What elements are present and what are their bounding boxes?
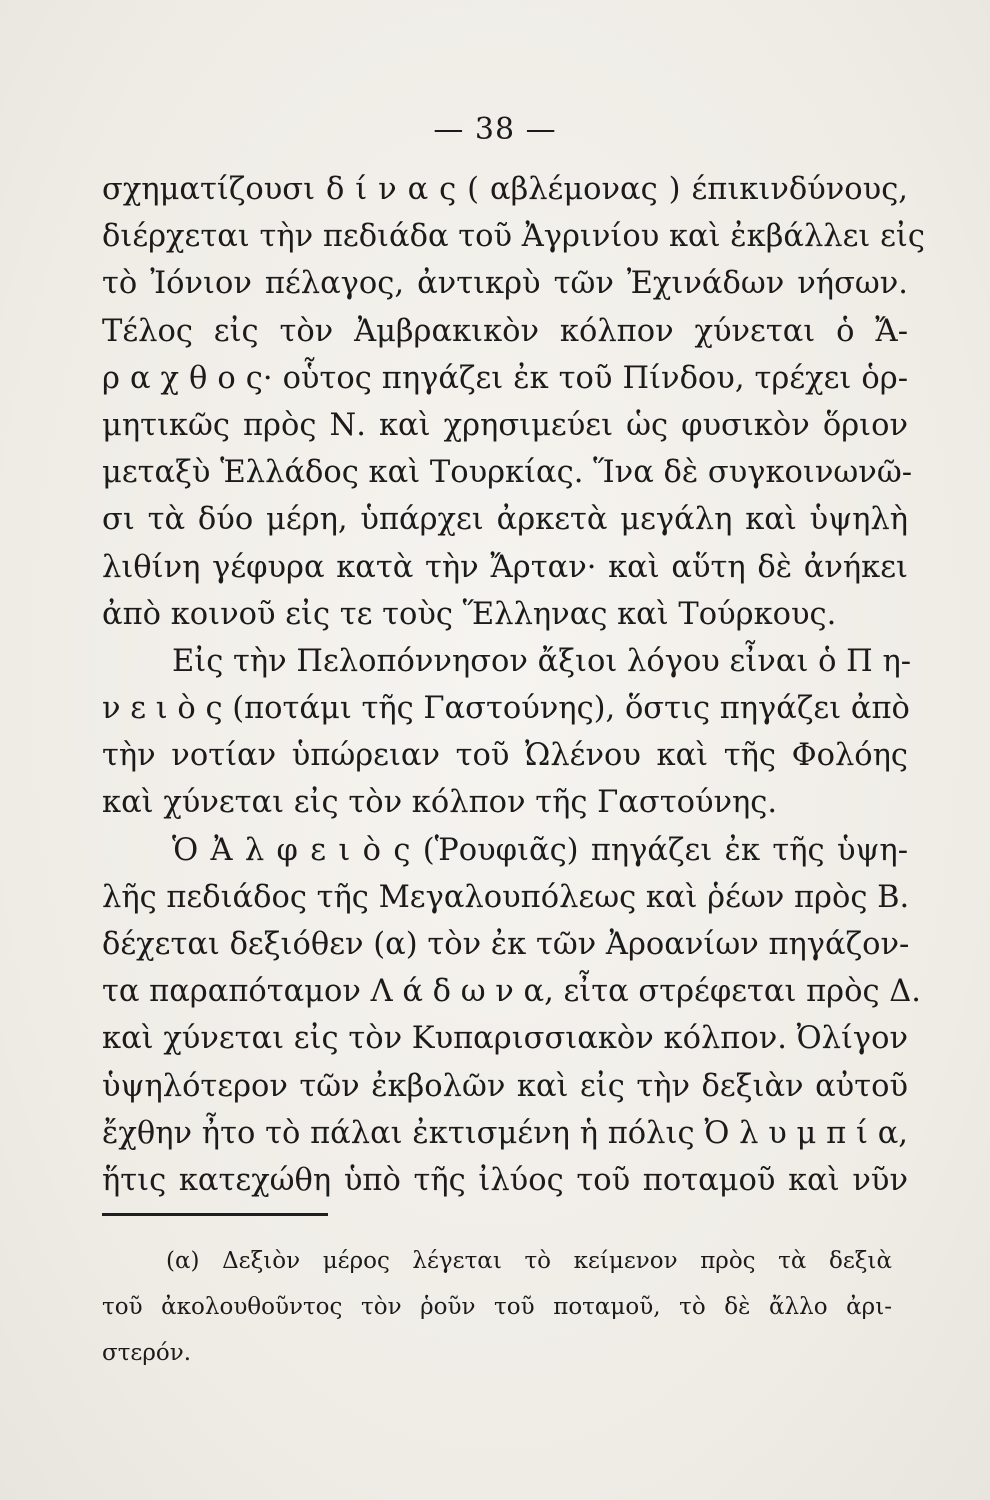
text-line: Εἰς τὴν Πελοπόννησον ἄξιοι λόγου εἶναι ὁ Π η-	[172, 643, 912, 679]
text-line: ἥτις κατεχώθη ὑπὸ τῆς ἰλύος τοῦ ποταμοῦ καὶ νῦν	[102, 1162, 908, 1198]
text-line: ἀπὸ κοινοῦ εἰς τε τοὺς Ἕλληνας καὶ Τούρκους.	[102, 596, 837, 632]
text-line: διέρχεται τὴν πεδιάδα τοῦ Ἀγρινίου καὶ ἐκβάλλει εἰς	[102, 219, 925, 255]
text-line: καὶ χύνεται εἰς τὸν κόλπον τῆς Γαστούνης.	[102, 785, 778, 821]
footnote-line: στερόν.	[102, 1340, 192, 1366]
text-line: λῆς πεδιάδος τῆς Μεγαλουπόλεως καὶ ῥέων πρὸς Β.	[102, 879, 910, 915]
text-line: τὴν νοτίαν ὑπώρειαν τοῦ Ὠλένου καὶ τῆς Φολόης	[102, 738, 908, 774]
main-text	[102, 166, 925, 1204]
text-line: καὶ χύνεται εἰς τὸν Κυπαρισσιακὸν κόλπον. Ὀλίγον	[102, 1021, 909, 1057]
text-line: δέχεται δεξιόθεν (α) τὸν ἐκ τῶν Ἀροανίων πηγάζον-	[102, 927, 910, 962]
text-line: τα παραπόταμον Λ ά δ ω ν α, εἶτα στρέφεται πρὸς Δ.	[102, 974, 921, 1010]
text-line: Ὁ Ἀ λ φ ε ι ὸ ς (Ῥουφιᾶς) πηγάζει ἐκ τῆς ὑψη-	[172, 832, 908, 868]
page-number: — 38 —	[433, 112, 557, 147]
text-line: σι τὰ δύο μέρη, ὑπάρχει ἀρκετὰ μεγάλη καὶ ὑψηλὴ	[102, 502, 908, 538]
footnote-line: τοῦ ἀκολουθοῦντος τὸν ῥοῦν τοῦ ποταμοῦ, τὸ δὲ ἄλλο ἀρι-	[102, 1294, 892, 1320]
footnote	[102, 1238, 892, 1376]
text-line: Τέλος εἰς τὸν Ἀμβρακικὸν κόλπον χύνεται ὁ Ἄ-	[102, 313, 908, 349]
text-line: μεταξὺ Ἑλλάδος καὶ Τουρκίας. Ἵνα δὲ συγκοινωνῶ-	[102, 455, 913, 491]
text-line: ν ε ι ὸ ς (ποτάμι τῆς Γαστούνης), ὅστις πηγάζει ἀπὸ	[102, 691, 910, 727]
text-line: σχηματίζουσι δ ί ν α ς ( αβλέμονας ) έπικινδύνους,	[102, 172, 908, 207]
text-line: μητικῶς πρὸς Ν. καὶ χρησιμεύει ὡς φυσικὸν ὅριον	[102, 407, 908, 443]
footnote-divider	[102, 1213, 328, 1216]
text-line: ρ α χ θ ο ς· οὗτος πηγάζει ἐκ τοῦ Πίνδου, τρέχει ὁρ-	[102, 360, 908, 396]
text-line: ὑψηλότερον τῶν ἐκβολῶν καὶ εἰς τὴν δεξιὰν αὐτοῦ	[102, 1068, 908, 1104]
footnote-line: (α) Δεξιὸν μέρος λέγεται τὸ κείμενον πρὸς τὰ δεξιὰ	[166, 1248, 892, 1274]
text-line: ἔχθην ἦτο τὸ πάλαι ἐκτισμένη ἡ πόλις Ὀ λ υ μ π ί α,	[102, 1115, 908, 1151]
text-line: λιθίνη γέφυρα κατὰ τὴν Ἄρταν· καὶ αὕτη δὲ ἀνήκει	[102, 549, 908, 585]
text-line: τὸ Ἰόνιον πέλαγος, ἀντικρὺ τῶν Ἐχινάδων νήσων.	[102, 266, 908, 302]
